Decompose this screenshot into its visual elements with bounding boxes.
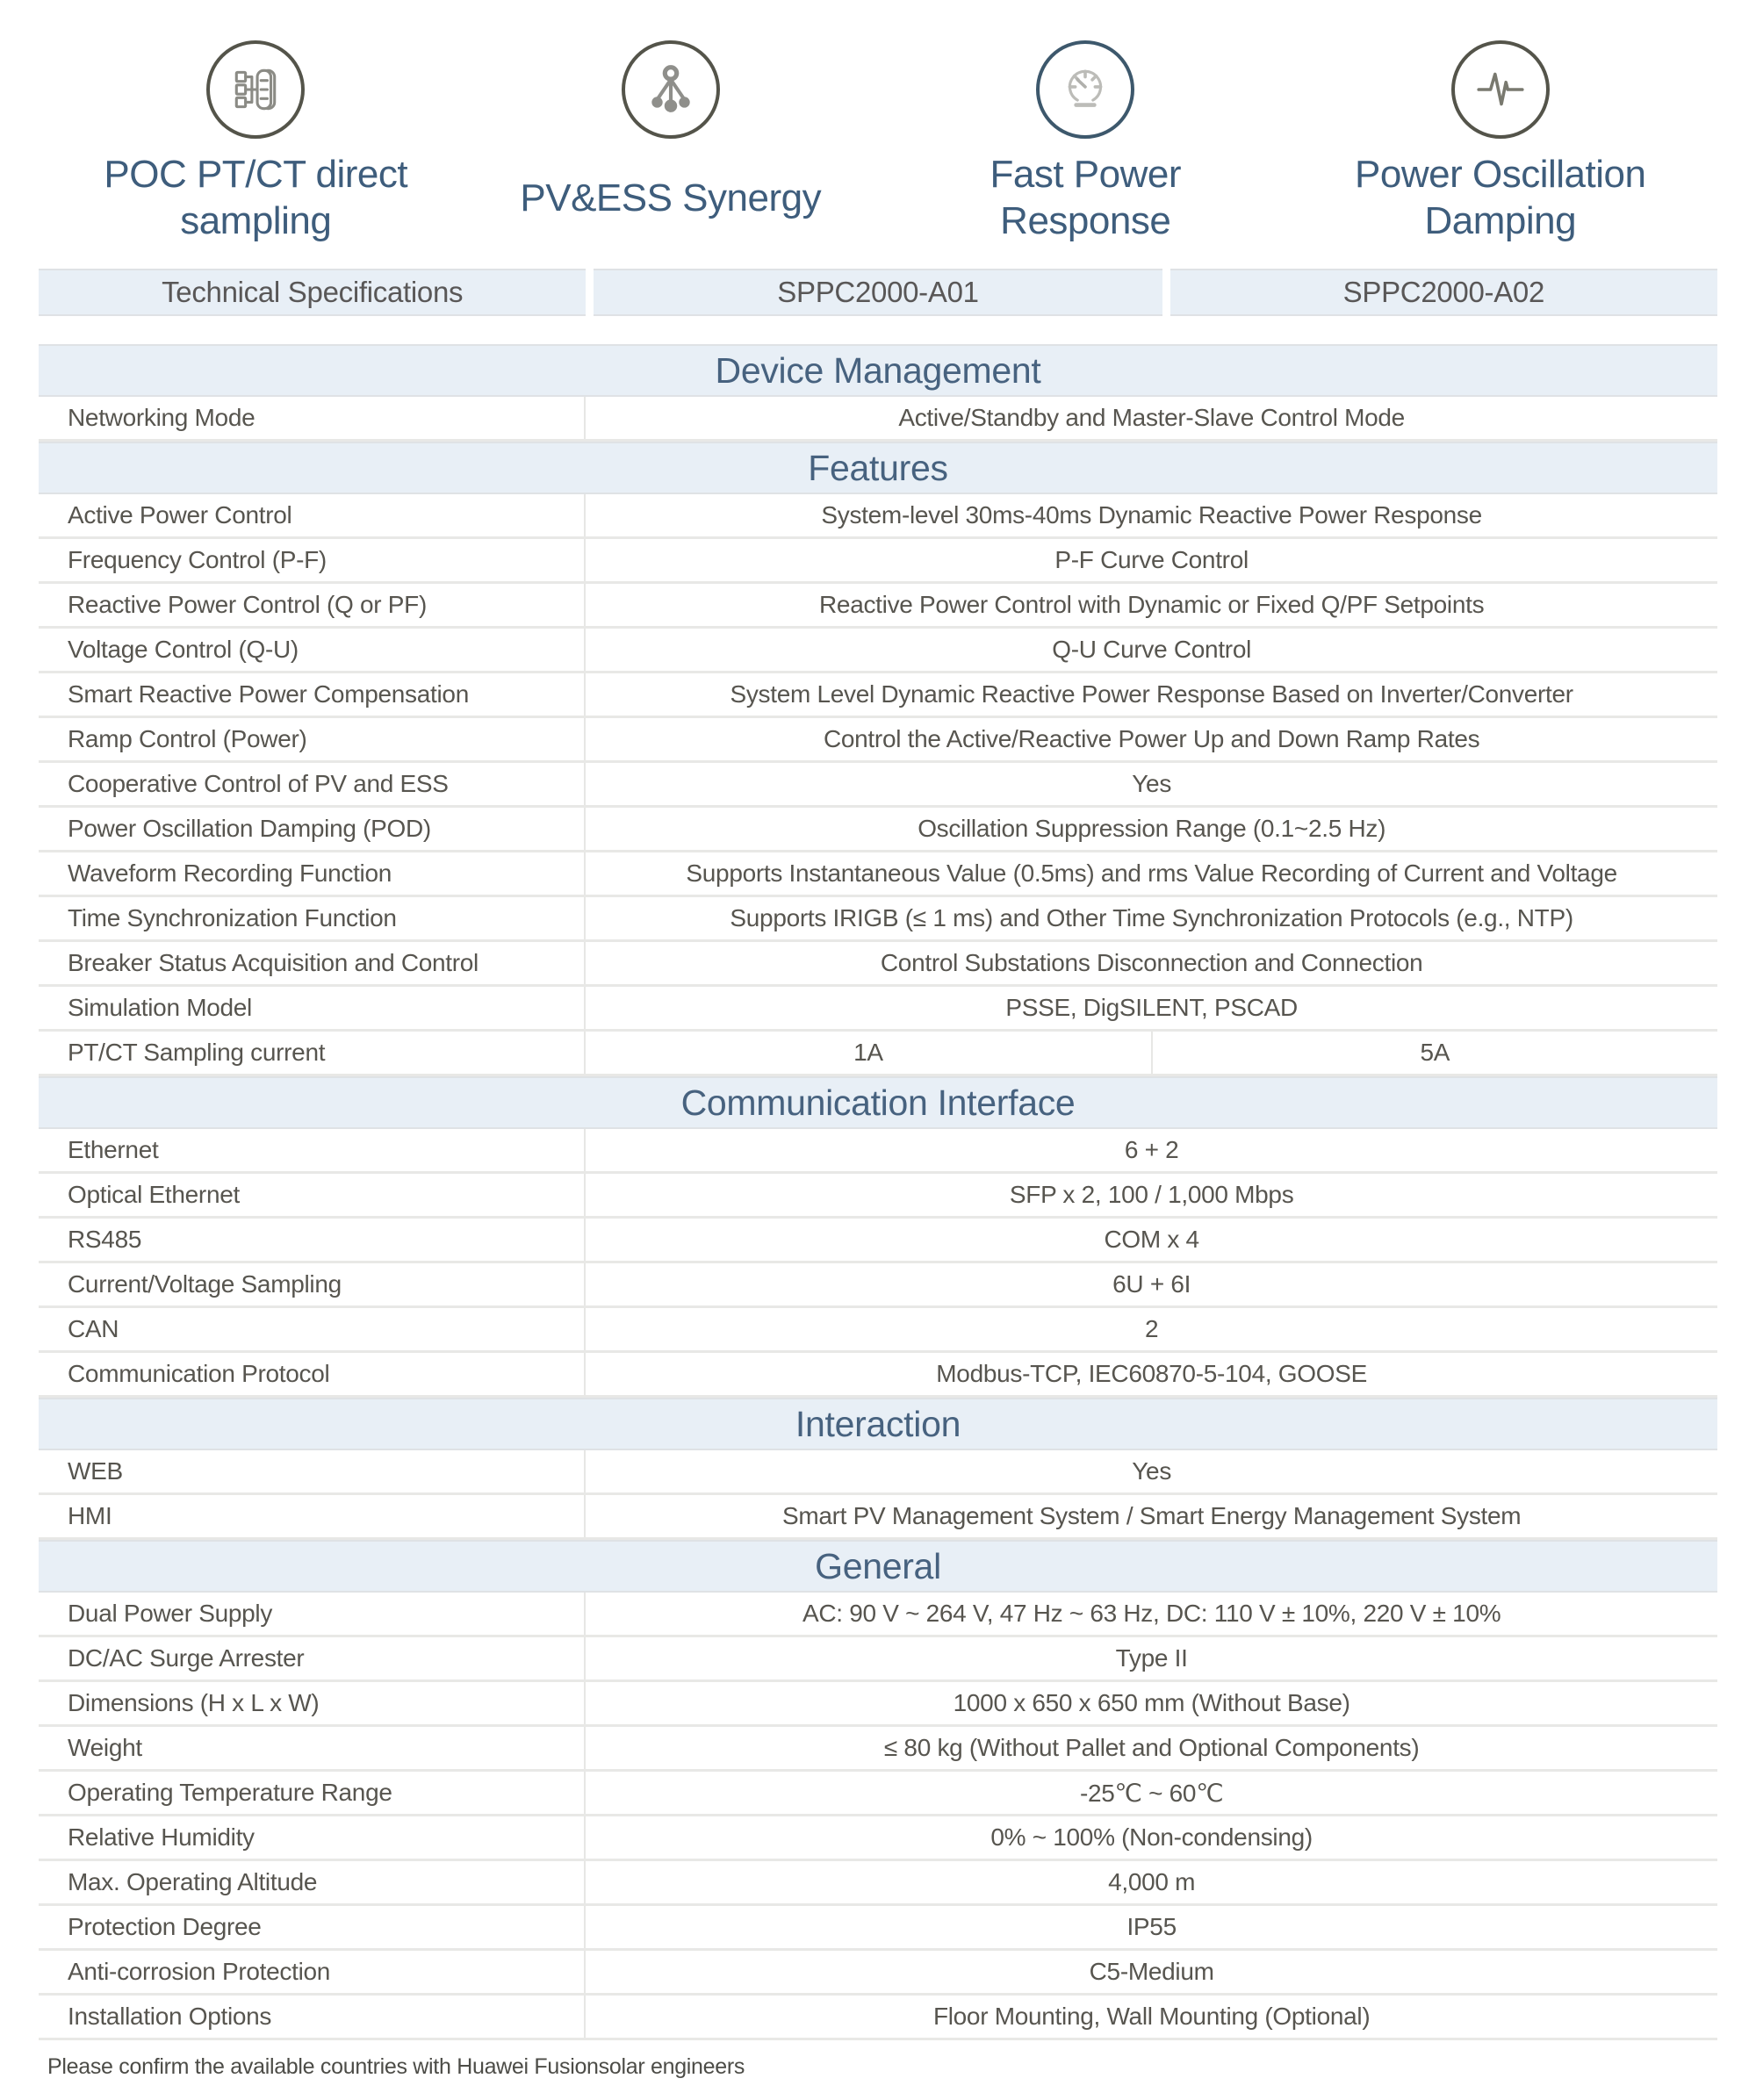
- spec-row: [39, 629, 1717, 673]
- feature-poc-sampling: [48, 40, 464, 248]
- spec-value: AC: 90 V ~ 264 V, 47 Hz ~ 63 Hz, DC: 110 V ± 10%, 220 V ± 10%: [802, 1600, 1501, 1627]
- spec-label: RS485: [39, 1219, 586, 1261]
- spec-row: [39, 1951, 1717, 1996]
- spec-row: [39, 1450, 1717, 1495]
- spec-label: Reactive Power Control (Q or PF): [39, 584, 586, 626]
- spec-value: System Level Dynamic Reactive Power Response Based on Inverter/Converter: [730, 680, 1573, 708]
- spec-value: Modbus-TCP, IEC60870-5-104, GOOSE: [936, 1360, 1367, 1387]
- feature-fast-power-response: [878, 40, 1293, 248]
- spec-label: Operating Temperature Range: [39, 1772, 586, 1814]
- spec-value: ≤ 80 kg (Without Pallet and Optional Components): [883, 1734, 1420, 1761]
- spec-value: 5A: [1420, 1039, 1450, 1066]
- spec-row: [39, 763, 1717, 808]
- spec-label: Smart Reactive Power Compensation: [39, 673, 586, 716]
- spec-row: [39, 987, 1717, 1032]
- spec-value: Q-U Curve Control: [1052, 636, 1252, 663]
- spec-value: IP55: [1126, 1913, 1177, 1940]
- spec-value: 6 + 2: [1124, 1136, 1179, 1163]
- spec-label: Waveform Recording Function: [39, 852, 586, 895]
- spec-row: [39, 1906, 1717, 1951]
- section-header: Features: [39, 442, 1717, 494]
- spec-row: [39, 584, 1717, 629]
- spec-label: Protection Degree: [39, 1906, 586, 1948]
- spec-value: Type II: [1115, 1644, 1188, 1672]
- spec-row: [39, 673, 1717, 718]
- spec-value: 1A: [586, 1032, 1152, 1074]
- feature-highlights: [0, 0, 1756, 248]
- spec-label: Voltage Control (Q-U): [39, 629, 586, 671]
- spec-label: HMI: [39, 1495, 586, 1537]
- spec-value: C5-Medium: [1089, 1958, 1214, 1985]
- spec-label: Breaker Status Acquisition and Control: [39, 942, 586, 984]
- spec-row: [39, 1495, 1717, 1540]
- spec-label: CAN: [39, 1308, 586, 1350]
- spec-value: Control the Active/Reactive Power Up and Down Ramp Rates: [823, 725, 1480, 752]
- spec-label: Networking Mode: [39, 397, 586, 439]
- spec-row: [39, 1174, 1717, 1219]
- spec-row: [39, 539, 1717, 584]
- spec-row: [39, 808, 1717, 852]
- spec-row: [39, 718, 1717, 763]
- feature-label: Power Oscillation Damping: [1355, 153, 1646, 242]
- header-technical-specifications: Technical Specifications: [39, 269, 586, 316]
- spec-label: Active Power Control: [39, 494, 586, 536]
- spec-label: Dual Power Supply: [39, 1593, 586, 1635]
- feature-label: Fast Power Response: [990, 153, 1181, 242]
- spec-value: Oscillation Suppression Range (0.1~2.5 Hz): [918, 815, 1386, 842]
- spec-row: [39, 1129, 1717, 1174]
- spec-row: [39, 1353, 1717, 1398]
- spec-row: [39, 1308, 1717, 1353]
- table-header-row: [39, 269, 1717, 316]
- spec-label: Anti-corrosion Protection: [39, 1951, 586, 1993]
- spec-label: Max. Operating Altitude: [39, 1861, 586, 1903]
- spec-sections: [39, 344, 1717, 2040]
- spec-value: COM x 4: [1104, 1226, 1199, 1253]
- spec-label: Dimensions (H x L x W): [39, 1682, 586, 1724]
- spec-label: Power Oscillation Damping (POD): [39, 808, 586, 850]
- spec-row: [39, 897, 1717, 942]
- spec-value: 2: [1145, 1315, 1159, 1342]
- spec-label: Weight: [39, 1727, 586, 1769]
- spec-value: P-F Curve Control: [1054, 546, 1249, 573]
- spec-value: 1000 x 650 x 650 mm (Without Base): [953, 1689, 1350, 1716]
- spec-value: Supports Instantaneous Value (0.5ms) and rms Value Recording of Current and Voltage: [686, 859, 1617, 887]
- spec-row: [39, 852, 1717, 897]
- spec-value: Control Substations Disconnection and Connection: [880, 949, 1423, 976]
- section-header: Device Management: [39, 344, 1717, 397]
- spec-row: [39, 397, 1717, 442]
- spec-label: DC/AC Surge Arrester: [39, 1637, 586, 1679]
- spec-label: Current/Voltage Sampling: [39, 1263, 586, 1305]
- spec-row: [39, 1263, 1717, 1308]
- spec-value: Smart PV Management System / Smart Energy Management System: [781, 1502, 1522, 1529]
- spec-value: 4,000 m: [1108, 1868, 1196, 1895]
- spec-value: -25℃ ~ 60℃: [1079, 1779, 1224, 1807]
- spec-label: Time Synchronization Function: [39, 897, 586, 939]
- spec-row: [39, 1682, 1717, 1727]
- spec-value: PSSE, DigSILENT, PSCAD: [1005, 994, 1298, 1021]
- power-oscillation-damping-icon: [1451, 40, 1550, 139]
- section-header: Interaction: [39, 1398, 1717, 1450]
- feature-power-oscillation-damping: [1293, 40, 1709, 248]
- spec-row: [39, 1772, 1717, 1816]
- feature-pv-ess-synergy: [464, 40, 879, 248]
- spec-label: Optical Ethernet: [39, 1174, 586, 1216]
- poc-sampling-icon: [206, 40, 305, 139]
- footer-note: Please confirm the available countries with Huawei Fusionsolar engineers: [47, 2054, 745, 2079]
- spec-row: [39, 1219, 1717, 1263]
- header-model-a02: SPPC2000-A02: [1170, 269, 1717, 316]
- spec-label: Frequency Control (P-F): [39, 539, 586, 581]
- spec-label: Relative Humidity: [39, 1816, 586, 1859]
- spec-table: [39, 269, 1717, 2040]
- spec-value: SFP x 2, 100 / 1,000 Mbps: [1009, 1181, 1294, 1208]
- spec-label: Communication Protocol: [39, 1353, 586, 1395]
- header-model-a01: SPPC2000-A01: [594, 269, 1162, 316]
- spec-value: 0% ~ 100% (Non-condensing): [990, 1823, 1313, 1851]
- spec-label: Ethernet: [39, 1129, 586, 1171]
- spec-row: [39, 1032, 1717, 1076]
- spec-label: PT/CT Sampling current: [39, 1032, 586, 1074]
- fast-power-response-icon: [1036, 40, 1134, 139]
- spec-value: Yes: [1132, 1457, 1172, 1485]
- pv-ess-synergy-icon: [622, 40, 720, 139]
- spec-label: Installation Options: [39, 1996, 586, 2038]
- spec-row: [39, 494, 1717, 539]
- feature-label: POC PT/CT direct sampling: [104, 153, 408, 242]
- spec-row: [39, 1816, 1717, 1861]
- spec-row: [39, 1996, 1717, 2040]
- spec-row: [39, 942, 1717, 987]
- spec-value: Supports IRIGB (≤ 1 ms) and Other Time Synchronization Protocols (e.g., NTP): [730, 904, 1573, 931]
- feature-label: PV&ESS Synergy: [520, 176, 822, 219]
- spec-value: System-level 30ms-40ms Dynamic Reactive Power Response: [821, 501, 1482, 529]
- spec-label: Simulation Model: [39, 987, 586, 1029]
- spec-row: [39, 1593, 1717, 1637]
- spec-value: 6U + 6I: [1112, 1270, 1191, 1298]
- section-header: General: [39, 1540, 1717, 1593]
- spec-label: WEB: [39, 1450, 586, 1492]
- spec-value: Active/Standby and Master-Slave Control Mode: [898, 404, 1405, 431]
- spec-row: [39, 1727, 1717, 1772]
- spec-value: Reactive Power Control with Dynamic or Fixed Q/PF Setpoints: [819, 591, 1485, 618]
- spec-value: Yes: [1132, 770, 1172, 797]
- spec-value: Floor Mounting, Wall Mounting (Optional): [932, 2003, 1371, 2030]
- section-header: Communication Interface: [39, 1076, 1717, 1129]
- spec-label: Ramp Control (Power): [39, 718, 586, 760]
- spec-row: [39, 1861, 1717, 1906]
- spec-row: [39, 1637, 1717, 1682]
- spec-label: Cooperative Control of PV and ESS: [39, 763, 586, 805]
